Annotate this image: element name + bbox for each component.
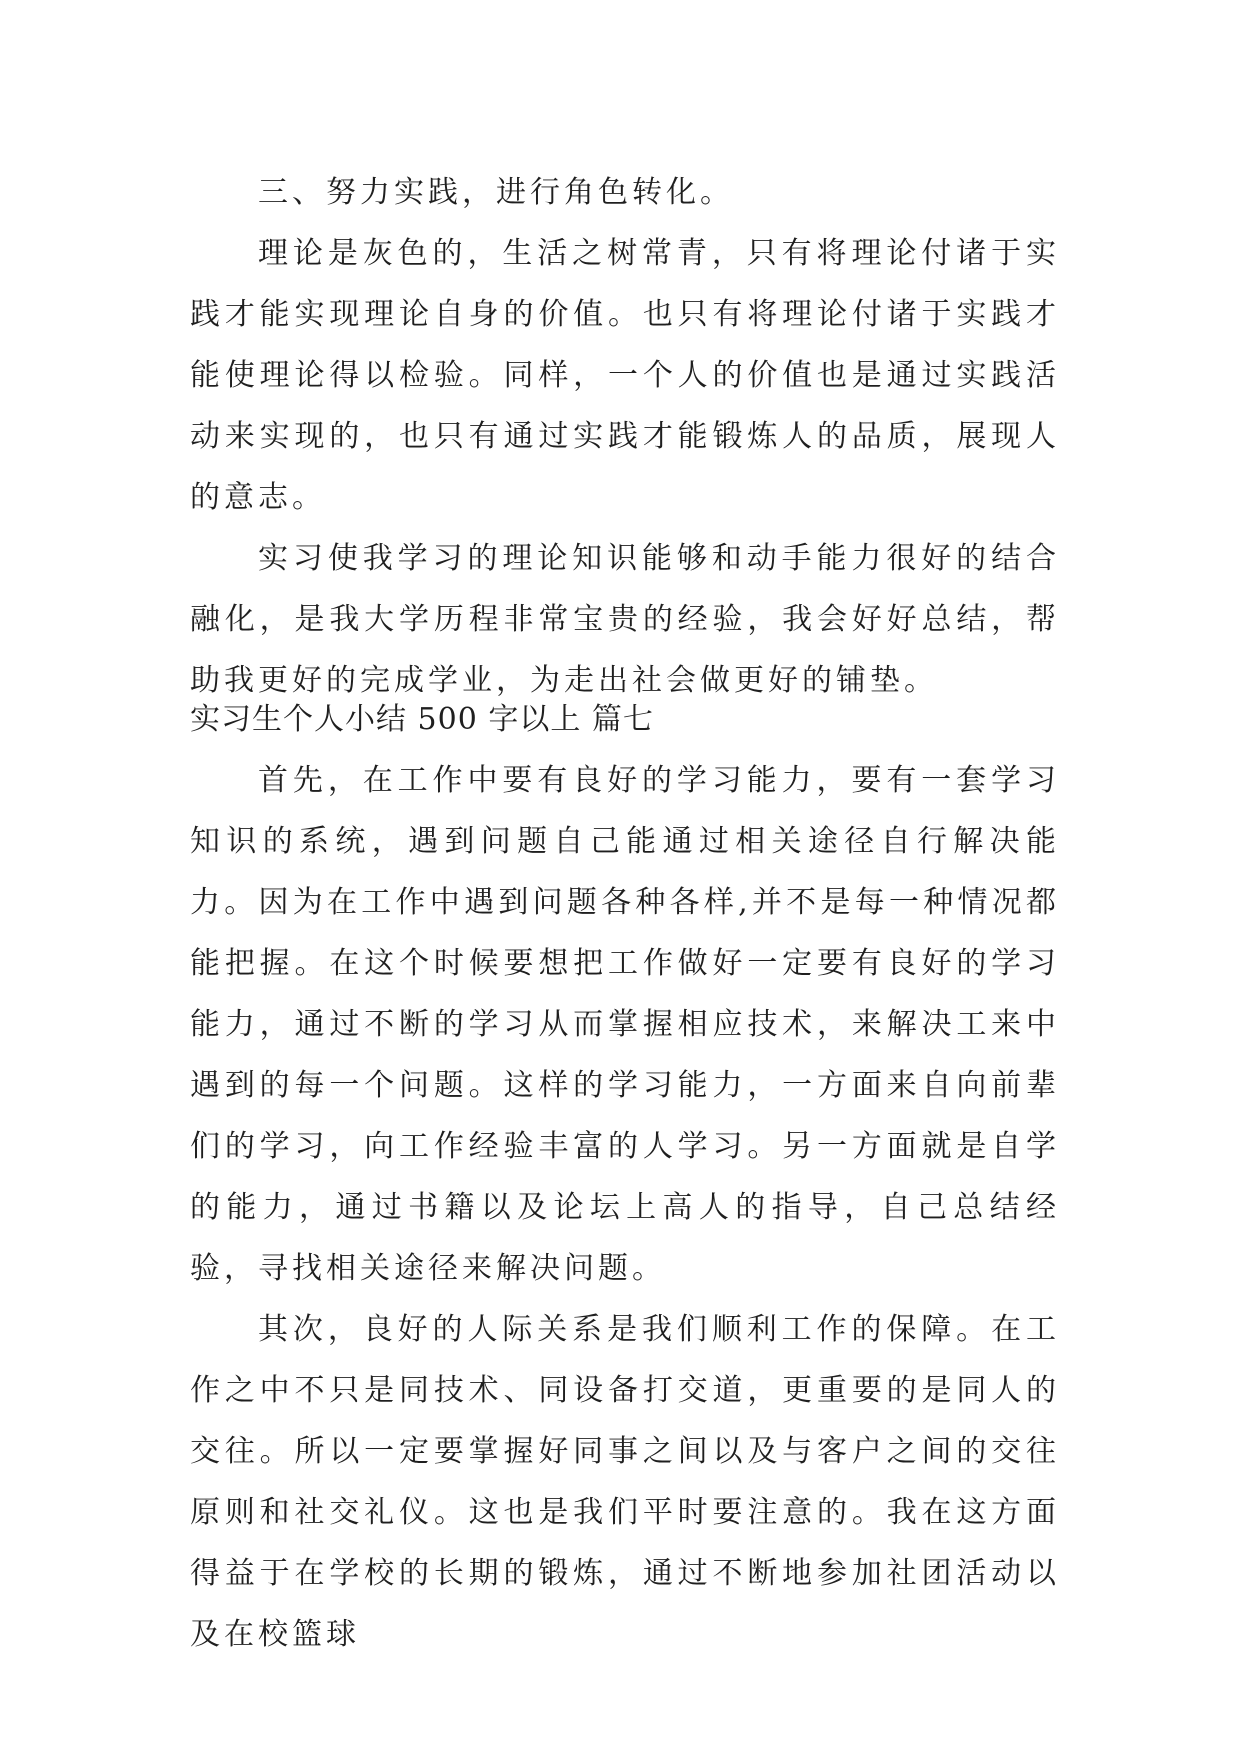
paragraph-theory-practice: 理论是灰色的，生活之树常青，只有将理论付诸于实践才能实现理论自身的价值。也只有将理论付诸于实践才能使理论得以检验。同样，一个人的价值也是通过实践活动来实现的，也只有通过实践才能锻炼人的品质，展现人的意志。 <box>190 236 1060 515</box>
paragraph-learning-ability: 首先，在工作中要有良好的学习能力，要有一套学习知识的系统，遇到问题自己能通过相关途径自行解决能力。因为在工作中遇到问题各种各样,并不是每一种情况都能把握。在这个时候要想把工作做好一定要有良好的学习能力，通过不断的学习从而掌握相应技术，来解决工来中遇到的每一个问题。这样的学习能力，一方面来自向前辈们的学习，向工作经验丰富的人学习。另一方面就是自学的能力，通过书籍以及论坛上高人的指导，自己总结经验，寻找相关途径来解决问题。 <box>190 763 1060 1286</box>
section-three <box>190 163 1060 711</box>
section-three-heading: 三、努力实践，进行角色转化。 <box>258 175 734 210</box>
section-seven-title: 实习生个人小结 500 字以上 篇七 <box>190 702 654 737</box>
paragraph-internship-value: 实习使我学习的理论知识能够和动手能力很好的结合融化，是我大学历程非常宝贵的经验，我会好好总结，帮助我更好的完成学业，为走出社会做更好的铺垫。 <box>190 541 1060 698</box>
paragraph-relationships: 其次，良好的人际关系是我们顺利工作的保障。在工作之中不只是同技术、同设备打交道，更重要的是同人的交往。所以一定要掌握好同事之间以及与客户之间的交往原则和社交礼仪。这也是我们平时要注意的。我在这方面得益于在学校的长期的锻炼，通过不断地参加社团活动以及在校篮球 <box>190 1312 1060 1652</box>
section-seven <box>190 690 1060 1665</box>
document-page <box>190 0 1060 1754</box>
